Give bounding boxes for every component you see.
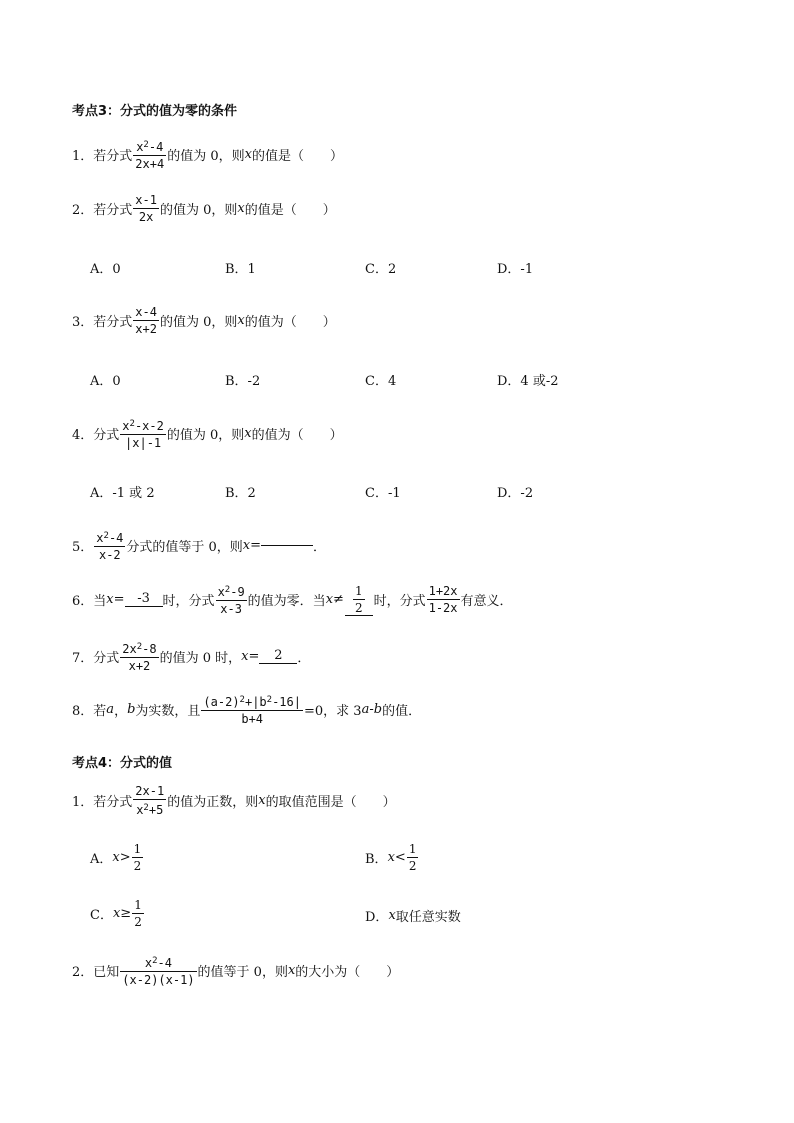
answer-blank[interactable]: -3 [125, 592, 163, 607]
question-3-2: 2． 若分式 $\frac{x-1}{2x}$ 的值为 0，则 x 的值是（ ） [72, 193, 336, 224]
fraction: $\frac{1}{2}$ [133, 842, 142, 873]
option-b: B．1 [225, 262, 256, 277]
fraction: $\frac{x^2-9}{x-3}$ [217, 585, 245, 616]
fraction: $\frac{2x^2-8}{x+2}$ [122, 642, 157, 673]
question-4-1: 1． 若分式 $\frac{2x-1}{x^2+5}$ 的值为正数，则 x 的取值范围是（ ） [72, 784, 396, 817]
fraction: $\frac{x-1}{2x}$ [135, 193, 157, 224]
option-b: B．-2 [225, 374, 261, 389]
fraction: $\frac{x-4}{x+2}$ [135, 305, 157, 336]
option-a: A．0 [90, 262, 121, 277]
question-3-6: 6． 当 x = -3 时，分式 $\frac{x^2-9}{x-3}$ 的值为零．当 x ≠ $\frac{1}{2}$ 时，分式 $\frac{1+2x}{1-2x}$ 有意义． [72, 583, 513, 616]
question-4-2: 2． 已知 $\frac{x^2-4}{(x-2)(x-1)}$ 的值等于 0，则 x 的大小为（ ） [72, 956, 400, 987]
fraction: $\frac{1}{2}$ [408, 842, 417, 873]
option-c: C．2 [365, 262, 397, 277]
option-a: A．0 [90, 374, 121, 389]
fraction: $\frac{2x-1}{x^2+5}$ [135, 784, 165, 817]
option-a: A．-1 或 2 [90, 486, 155, 501]
question-3-4: 4． 分式 $\frac{x^2-x-2}{|x|-1}$ 的值为 0，则 x 的值为（ ） [72, 419, 343, 450]
fraction: $\frac{x^2-4}{(x-2)(x-1)}$ [122, 956, 195, 987]
option-c: C． x ≥ $\frac{1}{2}$ [90, 898, 142, 929]
option-d: D． x 取任意实数 [365, 908, 461, 925]
question-3-8: 8． 若 a ， b 为实数，且 $\frac{(a-2)^2+|b^2-16|}{b+4}$ =0，求 3 a - b 的值． [72, 695, 422, 726]
fraction: $\frac{x^2-4}{x-2}$ [96, 531, 124, 562]
option-b: B．2 [225, 486, 256, 501]
option-d: D．4 或-2 [497, 374, 559, 389]
option-c: C．-1 [365, 486, 401, 501]
fraction: $\frac{1+2x}{1-2x}$ [428, 584, 458, 615]
answer-blank[interactable]: 2 [259, 649, 297, 664]
option-a: A． x > $\frac{1}{2}$ [90, 842, 142, 873]
question-3-5: 5． $\frac{x^2-4}{x-2}$ 分式的值等于 0，则 x = ． [72, 531, 327, 562]
option-b: B． x < $\frac{1}{2}$ [365, 842, 417, 873]
fraction: $\frac{(a-2)^2+|b^2-16|}{b+4}$ [203, 695, 301, 726]
question-3-7: 7． 分式 $\frac{2x^2-8}{x+2}$ 的值为 0 时， x = 2 ． [72, 642, 311, 673]
option-d: D．-2 [497, 486, 534, 501]
question-3-3: 3． 若分式 $\frac{x-4}{x+2}$ 的值为 0，则 x 的值为（ ） [72, 305, 336, 336]
fraction: $\frac{1}{2}$ [134, 898, 142, 929]
fraction: $\frac{x^2-x-2}{|x|-1}$ [122, 419, 164, 450]
answer-blank[interactable] [261, 545, 313, 546]
section-heading-4: 考点4：分式的值 [72, 756, 173, 771]
option-c: C．4 [365, 374, 397, 389]
fraction: $\frac{x^2-4}{2x+4}$ [135, 140, 165, 171]
answer-blank-fraction[interactable]: $\frac{1}{2}$ [345, 584, 373, 616]
question-3-1: 1． 若分式 $\frac{x^2-4}{2x+4}$ 的值为 0，则 x 的值是（ ） [72, 140, 343, 171]
section-heading-3: 考点3：分式的值为零的条件 [72, 104, 238, 119]
option-d: D．-1 [497, 262, 534, 277]
